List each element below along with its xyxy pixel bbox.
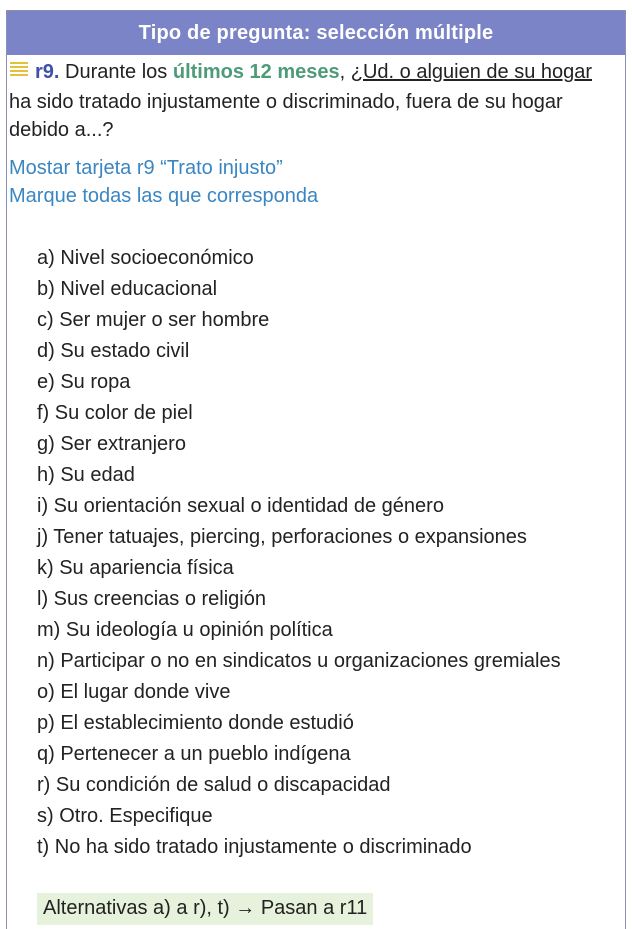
question-comma: , — [339, 61, 346, 83]
list-item: r) Su condición de salud o discapacidad — [37, 774, 391, 796]
skip-instruction-note: Alternativas a) a r), t) → Pasan a r11 — [37, 893, 373, 925]
question-text — [9, 58, 609, 144]
question-text-part2: ha sido tratado injustamente o discriminado, fuera de su hogar debido a...? — [9, 91, 563, 141]
list-item: c) Ser mujer o ser hombre — [37, 309, 270, 331]
instruction-show-card: Mostar tarjeta r9 “Trato injusto” — [9, 157, 283, 179]
list-item: b) Nivel educacional — [37, 278, 218, 300]
question-text-part1: Durante los — [65, 61, 168, 83]
answer-options-list — [37, 244, 561, 864]
list-item: k) Su apariencia física — [37, 557, 234, 579]
instruction-mark-all: Marque todas las que corresponda — [9, 185, 319, 207]
list-item: m) Su ideología u opinión política — [37, 619, 333, 641]
list-lines-icon — [9, 60, 29, 88]
question-period-highlight: últimos 12 meses — [172, 61, 340, 83]
list-item: g) Ser extranjero — [37, 433, 186, 455]
question-subject-underlined: ¿Ud. o alguien de su hogar — [350, 61, 593, 83]
list-item: a) Nivel socioeconómico — [37, 247, 254, 269]
list-item: i) Su orientación sexual o identidad de género — [37, 495, 444, 517]
list-item: q) Pertenecer a un pueblo indígena — [37, 743, 351, 765]
list-item: p) El establecimiento donde estudió — [37, 712, 354, 734]
question-type-header — [7, 11, 625, 55]
list-item: f) Su color de piel — [37, 402, 193, 424]
list-item: t) No ha sido tratado injustamente o discriminado — [37, 836, 472, 858]
list-item: s) Otro. Especifique — [37, 805, 213, 827]
list-item: j) Tener tatuajes, piercing, perforaciones o expansiones — [37, 526, 527, 548]
list-item: o) El lugar donde vive — [37, 681, 231, 703]
list-item: h) Su edad — [37, 464, 135, 486]
list-item: e) Su ropa — [37, 371, 131, 393]
list-item: n) Participar o no en sindicatos u organizaciones gremiales — [37, 650, 561, 672]
list-item: l) Sus creencias o religión — [37, 588, 266, 610]
question-type-title: Tipo de pregunta: selección múltiple — [138, 21, 494, 44]
list-item: d) Su estado civil — [37, 340, 190, 362]
interviewer-instructions — [9, 154, 318, 210]
question-id: r9. — [35, 61, 60, 83]
